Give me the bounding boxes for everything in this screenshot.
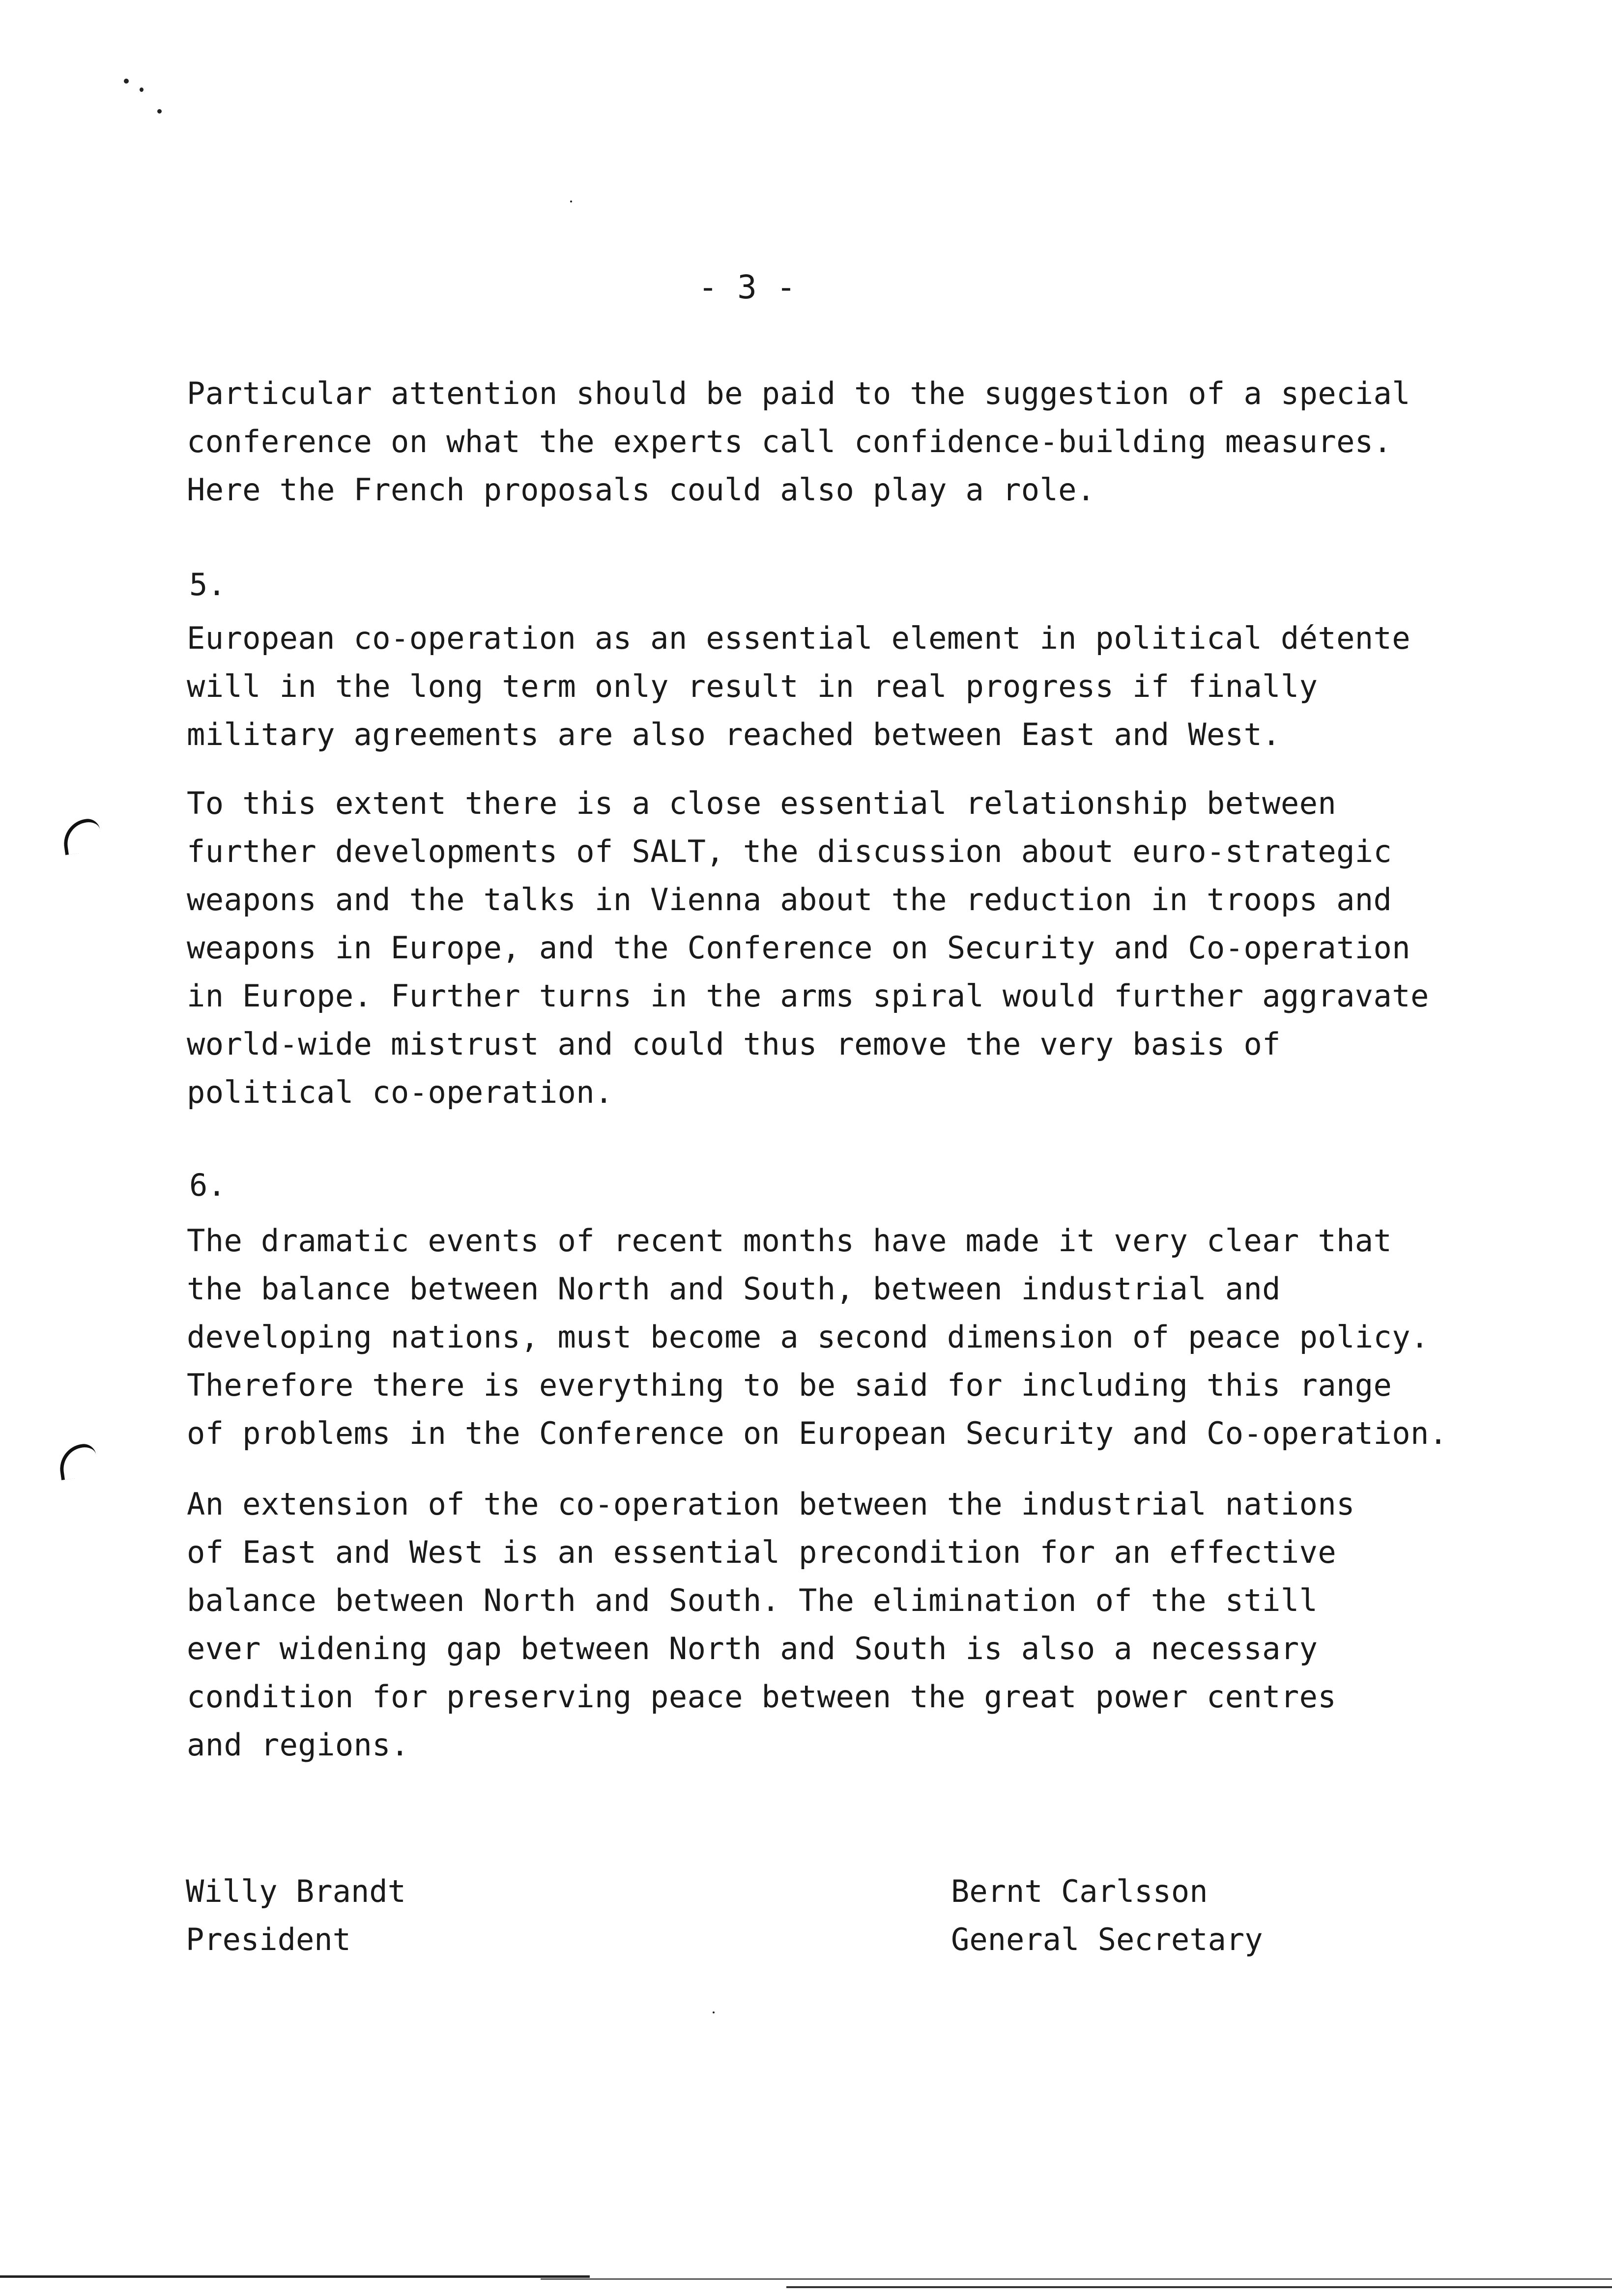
text-line: military agreements are also reached between East and West. [187, 717, 1281, 752]
text-line: of East and West is an essential precondition for an effective [187, 1534, 1337, 1570]
signatory-title: President [186, 1922, 351, 1957]
text-line: will in the long term only result in real progress if finally [187, 668, 1318, 704]
stray-mark [570, 201, 572, 202]
text-line: and regions. [187, 1727, 409, 1763]
stray-mark [124, 79, 129, 84]
text-line: Therefore there is everything to be said for including this range [187, 1367, 1392, 1403]
text-line: Particular attention should be paid to the suggestion of a special [187, 375, 1410, 411]
text-line: world-wide mistrust and could thus remove the very basis of [187, 1026, 1281, 1062]
text-line: the balance between North and South, between industrial and [187, 1271, 1281, 1307]
section-number: 6. [189, 1167, 226, 1203]
section5-paragraph-1 [187, 614, 1533, 759]
stray-mark [713, 2011, 715, 2013]
section5-paragraph-2 [187, 779, 1533, 1117]
text-line: conference on what the experts call confidence-building measures. [187, 424, 1392, 459]
scan-edge-line [786, 2286, 1612, 2288]
text-line: European co-operation as an essential element in political détente [187, 620, 1410, 656]
signatory-name: Willy Brandt [186, 1873, 406, 1909]
text-line: Here the French proposals could also play a role. [187, 472, 1095, 508]
text-line: An extension of the co-operation between the industrial nations [187, 1486, 1355, 1522]
stray-mark [157, 109, 162, 114]
scan-edge-line [541, 2278, 1612, 2280]
text-line: The dramatic events of recent months have made it very clear that [187, 1223, 1392, 1259]
stray-mark [140, 87, 144, 92]
text-line: To this extent there is a close essential relationship between [187, 785, 1337, 821]
text-line: of problems in the Conference on European Security and Co-operation. [187, 1415, 1448, 1451]
punch-hole-mark [61, 817, 103, 855]
signature-right [951, 1867, 1263, 1964]
text-line: in Europe. Further turns in the arms spiral would further aggravate [187, 978, 1429, 1014]
text-line: developing nations, must become a second dimension of peace policy. [187, 1319, 1429, 1355]
section6-paragraph-2 [187, 1480, 1533, 1769]
intro-paragraph [187, 370, 1533, 514]
section-number: 5. [189, 567, 226, 603]
text-line: ever widening gap between North and South is also a necessary [187, 1631, 1318, 1666]
punch-hole-mark [57, 1442, 99, 1480]
text-line: political co-operation. [187, 1074, 613, 1110]
signature-left [186, 1867, 406, 1964]
signatory-title: General Secretary [951, 1922, 1263, 1957]
section6-paragraph-1 [187, 1217, 1533, 1458]
text-line: condition for preserving peace between the great power centres [187, 1679, 1337, 1715]
text-line: further developments of SALT, the discussion about euro-strategic [187, 833, 1392, 869]
signatory-name: Bernt Carlsson [951, 1873, 1208, 1909]
page-number: - 3 - [698, 268, 796, 306]
text-line: weapons and the talks in Vienna about the reduction in troops and [187, 882, 1392, 918]
text-line: balance between North and South. The elimination of the still [187, 1582, 1318, 1618]
scan-edge-line [0, 2275, 590, 2278]
text-line: weapons in Europe, and the Conference on Security and Co-operation [187, 930, 1410, 966]
